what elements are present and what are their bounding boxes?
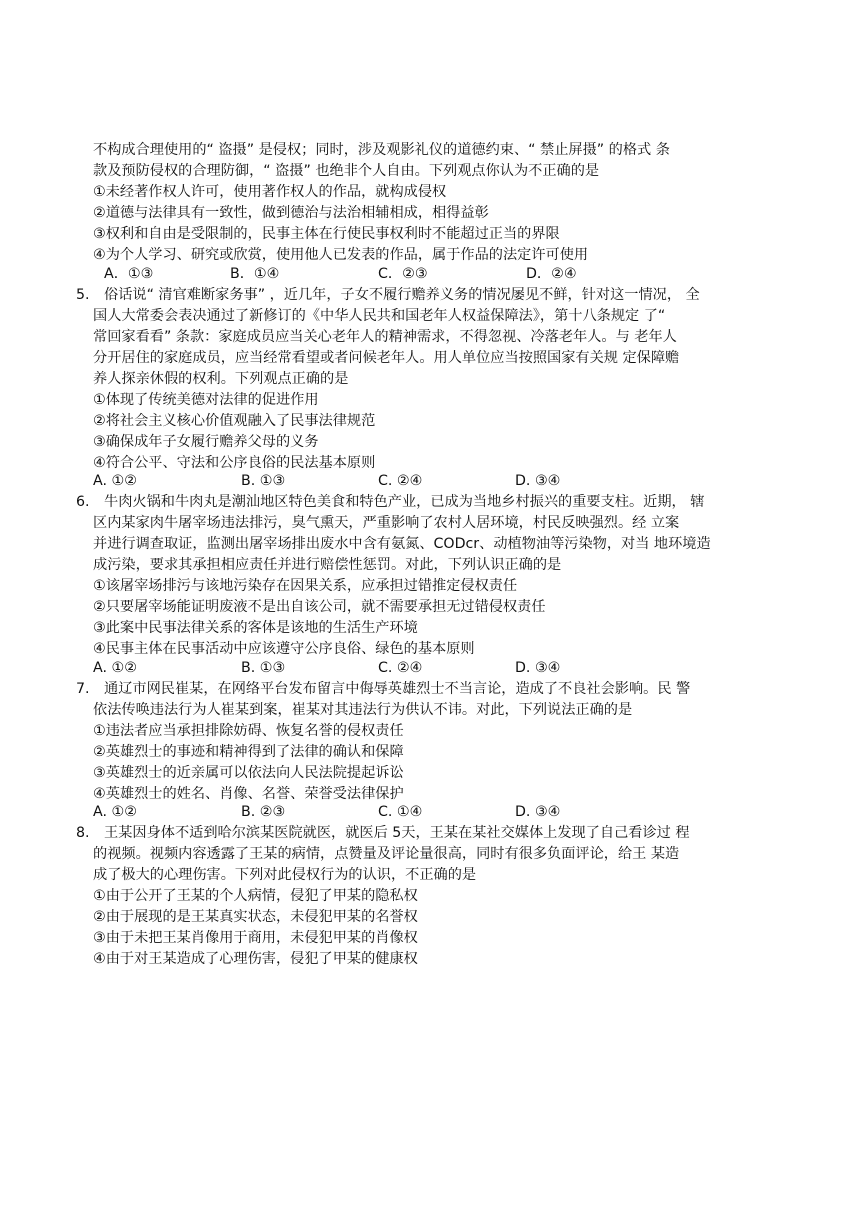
q5-statement: ③确保成年子女履行赡养父母的义务 bbox=[93, 434, 319, 450]
q8-statement: ②由于展现的是王某真实状态，未侵犯甲某的名誉权 bbox=[93, 909, 418, 925]
q8-number: 8. bbox=[76, 825, 90, 841]
q6-option-d[interactable]: D. ③④ bbox=[515, 660, 561, 676]
q6-number: 6. bbox=[76, 494, 90, 510]
q5-text-line: 养人探亲休假的权利。下列观点正确的是 bbox=[93, 371, 349, 387]
q4-text-line: 不构成合理使用的“ 盗摄” 是侵权；同时，涉及观影礼仪的道德约束、“ 禁止屏摄” 的格式 条 bbox=[93, 142, 670, 158]
q7-statement: ①违法者应当承担排除妨碍、恢复名誉的侵权责任 bbox=[93, 723, 404, 739]
q8-text-line: 的视频。视频内容透露了王某的病情，点赞量及评论量很高，同时有很多负面评论，给王 某造 bbox=[93, 846, 680, 862]
q6-text-line: 牛肉火锅和牛肉丸是潮汕地区特色美食和特色产业，已成为当地乡村振兴的重要支柱。近期， 辖 bbox=[104, 494, 705, 510]
q4-option-a[interactable]: A．①③ bbox=[104, 266, 154, 282]
q7-statement: ②英雄烈士的事迹和精神得到了法律的确认和保障 bbox=[93, 744, 404, 760]
q6-text-line: 并进行调查取证，监测出屠宰场排出废水中含有氨氮、CODcr、动植物油等污染物，对当 地环境造 bbox=[93, 536, 711, 552]
q7-option-b[interactable]: B. ②③ bbox=[241, 804, 286, 820]
q5-text-line: 国人大常委会表决通过了新修订的《中华人民共和国老年人权益保障法》，第十八条规定 了“ bbox=[93, 308, 666, 324]
q7-statement: ③英雄烈士的近亲属可以依法向人民法院提起诉讼 bbox=[93, 765, 404, 781]
q7-option-c[interactable]: C. ①④ bbox=[378, 804, 423, 820]
q6-statement: ②只要屠宰场能证明废液不是出自该公司，就不需要承担无过错侵权责任 bbox=[93, 599, 546, 615]
q5-option-c[interactable]: C. ②④ bbox=[378, 473, 423, 489]
q8-statement: ④由于对王某造成了心理伤害，侵犯了甲某的健康权 bbox=[93, 951, 418, 967]
q4-option-c[interactable]: C．②③ bbox=[378, 266, 428, 282]
q7-option-d[interactable]: D. ③④ bbox=[515, 804, 561, 820]
q5-option-b[interactable]: B. ①③ bbox=[241, 473, 286, 489]
q7-text-line: 通辽市网民崔某，在网络平台发布留言中侮辱英雄烈士不当言论，造成了不良社会影响。民 警 bbox=[104, 681, 691, 697]
q8-statement: ③由于未把王某肖像用于商用，未侵犯甲某的肖像权 bbox=[93, 930, 418, 946]
q6-statement: ④民事主体在民事活动中应该遵守公序良俗、绿色的基本原则 bbox=[93, 641, 475, 657]
q5-text-line: 常回家看看” 条款：家庭成员应当关心老年人的精神需求，不得忽视、冷落老年人。与 老年人 bbox=[93, 329, 677, 345]
q5-number: 5. bbox=[76, 287, 90, 303]
q6-option-c[interactable]: C. ②④ bbox=[378, 660, 423, 676]
q5-option-a[interactable]: A. ①② bbox=[93, 473, 137, 489]
q4-statement: ③权利和自由是受限制的，民事主体在行使民事权利时不能超过正当的界限 bbox=[93, 226, 560, 242]
q6-option-a[interactable]: A. ①② bbox=[93, 660, 137, 676]
q6-statement: ③此案中民事法律关系的客体是该地的生活生产环境 bbox=[93, 620, 418, 636]
q5-option-d[interactable]: D. ③④ bbox=[515, 473, 561, 489]
q4-statement: ②道德与法律具有一致性，做到德治与法治相辅相成，相得益彰 bbox=[93, 205, 489, 221]
q7-statement: ④英雄烈士的姓名、肖像、名誉、荣誉受法律保护 bbox=[93, 786, 404, 802]
q7-text-line: 依法传唤违法行为人崔某到案，崔某对其违法行为供认不讳。对此，下列说法正确的是 bbox=[93, 702, 633, 718]
q8-text-line: 王某因身体不适到哈尔滨某医院就医，就医后 5天，王某在某社交媒体上发现了自己看诊过 程 bbox=[104, 825, 690, 841]
q7-number: 7. bbox=[76, 681, 90, 697]
q5-text-line: 分开居住的家庭成员，应当经常看望或者问候老年人。用人单位应当按照国家有关规 定保障赡 bbox=[93, 350, 680, 366]
q6-option-b[interactable]: B. ①③ bbox=[241, 660, 286, 676]
q7-option-a[interactable]: A. ①② bbox=[93, 804, 137, 820]
q4-option-d[interactable]: D．②④ bbox=[526, 266, 577, 282]
q6-text-line: 区内某家肉牛屠宰场违法排污，臭气熏天，严重影响了农村人居环境，村民反映强烈。经 立案 bbox=[93, 515, 680, 531]
q4-text-line: 款及预防侵权的合理防御，“ 盗摄” 也绝非个人自由。下列观点你认为不正确的是 bbox=[93, 163, 600, 179]
q6-text-line: 成污染，要求其承担相应责任并进行赔偿性惩罚。对此，下列认识正确的是 bbox=[93, 557, 562, 573]
q4-option-b[interactable]: B．①④ bbox=[230, 266, 280, 282]
q8-statement: ①由于公开了王某的个人病情，侵犯了甲某的隐私权 bbox=[93, 888, 418, 904]
q4-statement: ①未经著作权人许可，使用著作权人的作品，就构成侵权 bbox=[93, 184, 447, 200]
q5-statement: ②将社会主义核心价值观融入了民事法律规范 bbox=[93, 413, 376, 429]
q4-statement: ④为个人学习、研究或欣赏，使用他人已发表的作品，属于作品的法定许可使用 bbox=[93, 247, 589, 263]
q5-statement: ④符合公平、守法和公序良俗的民法基本原则 bbox=[93, 455, 376, 471]
q5-text-line: 俗话说“ 清官难断家务事” ，近几年，子女不履行赡养义务的情况屡见不鲜，针对这一情况， 全 bbox=[104, 287, 700, 303]
q5-statement: ①体现了传统美德对法律的促进作用 bbox=[93, 392, 319, 408]
q8-text-line: 成了极大的心理伤害。下列对此侵权行为的认识，不正确的是 bbox=[93, 867, 477, 883]
q6-statement: ①该屠宰场排污与该地污染存在因果关系，应承担过错推定侵权责任 bbox=[93, 578, 518, 594]
